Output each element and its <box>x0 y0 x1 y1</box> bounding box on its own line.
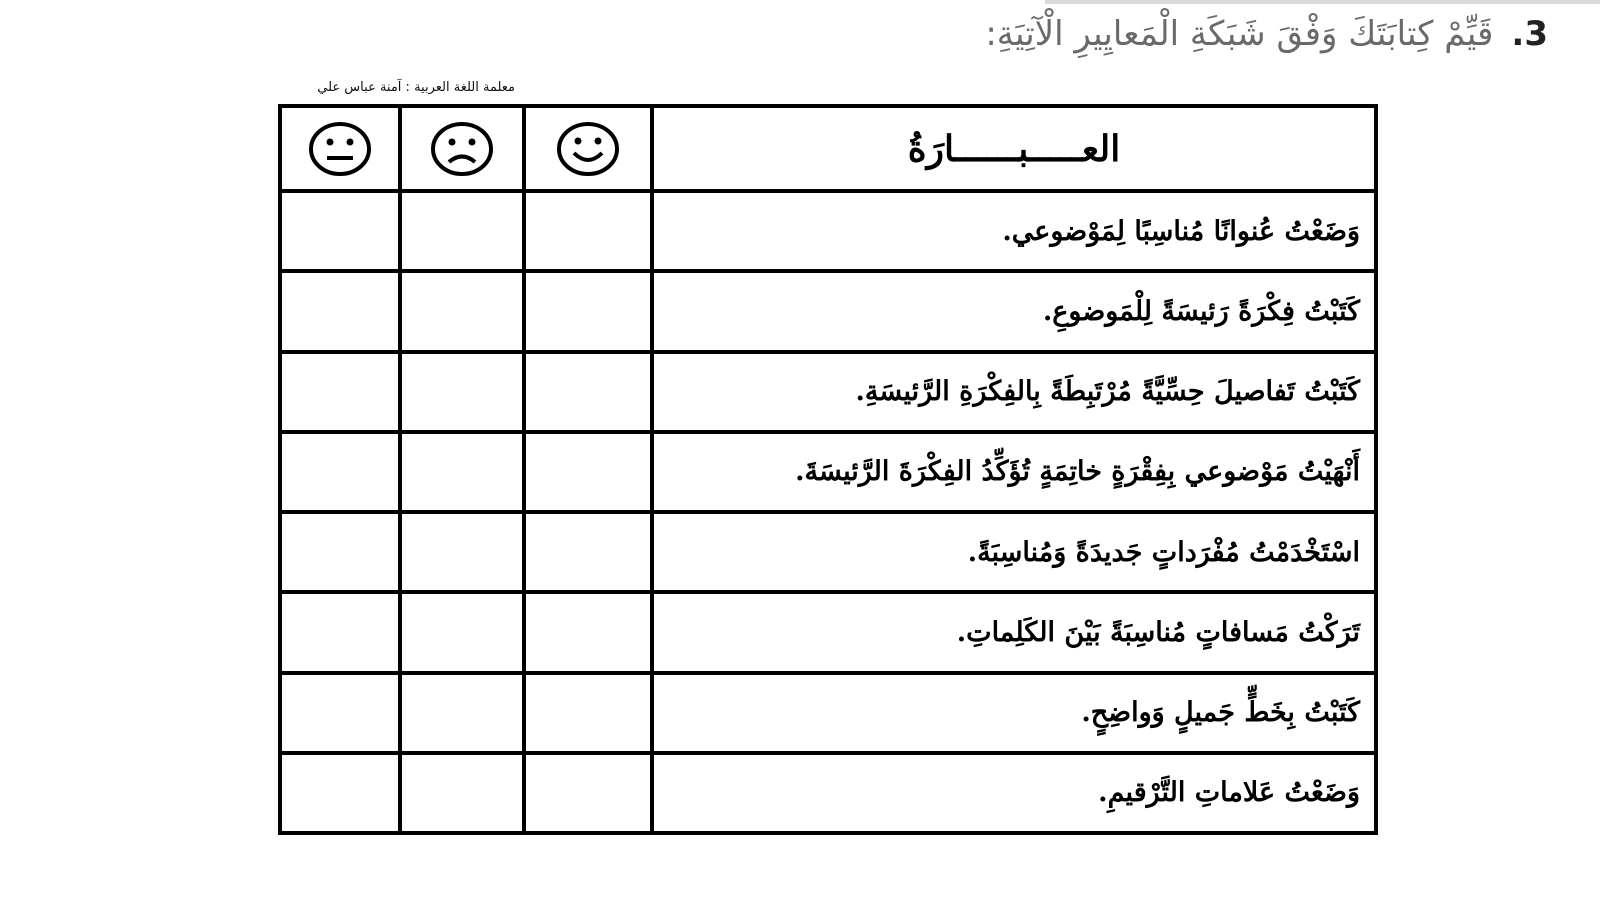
sad-rating-cell[interactable] <box>400 753 524 833</box>
neutral-rating-cell[interactable] <box>280 512 400 592</box>
statement-text: أَنْهَيْتُ مَوْضوعي بِفِقْرَةٍ خاتِمَةٍ تُؤَكِّدُ الفِكْرَةَ الرَّئيسَةَ. <box>652 432 1376 512</box>
smiley-rating-cell[interactable] <box>524 592 652 672</box>
sad-column-header <box>400 106 524 191</box>
neutral-rating-cell[interactable] <box>280 191 400 271</box>
top-divider <box>1045 0 1600 4</box>
smiley-face-icon <box>555 120 621 178</box>
smiley-rating-cell[interactable] <box>524 673 652 753</box>
rubric-row <box>280 432 1376 512</box>
exercise-instruction: قَيِّمْ كِتابَتَكَ وَفْقَ شَبَكَةِ الْمَعايِيرِ الْآتِيَةِ: <box>985 14 1494 54</box>
sad-rating-cell[interactable] <box>400 191 524 271</box>
neutral-rating-cell[interactable] <box>280 352 400 432</box>
sad-rating-cell[interactable] <box>400 271 524 351</box>
sad-face-icon <box>429 120 495 178</box>
statement-text: كَتَبْتُ بِخَطٍّ جَميلٍ وَواضِحٍ. <box>652 673 1376 753</box>
rubric-row <box>280 352 1376 432</box>
statement-text: وَضَعْتُ عُنوانًا مُناسِبًا لِمَوْضوعي. <box>652 191 1376 271</box>
smiley-rating-cell[interactable] <box>524 271 652 351</box>
teacher-credit: معلمة اللغة العربية : آمنة عباس علي <box>317 80 515 95</box>
exercise-number: 3. <box>1511 14 1548 54</box>
sad-rating-cell[interactable] <box>400 432 524 512</box>
smiley-rating-cell[interactable] <box>524 512 652 592</box>
rubric-row <box>280 512 1376 592</box>
rubric-table <box>278 104 1378 835</box>
rubric-row <box>280 753 1376 833</box>
sad-rating-cell[interactable] <box>400 512 524 592</box>
rubric-row <box>280 271 1376 351</box>
statement-text: وَضَعْتُ عَلاماتِ التَّرْقيمِ. <box>652 753 1376 833</box>
smiley-rating-cell[interactable] <box>524 432 652 512</box>
neutral-column-header <box>280 106 400 191</box>
sad-rating-cell[interactable] <box>400 673 524 753</box>
smiley-rating-cell[interactable] <box>524 191 652 271</box>
rubric-row <box>280 592 1376 672</box>
exercise-title <box>985 14 1548 54</box>
statement-text: اسْتَخْدَمْتُ مُفْرَداتٍ جَديدَةً وَمُناسِبَةً. <box>652 512 1376 592</box>
neutral-face-icon <box>307 120 373 178</box>
rubric-row <box>280 673 1376 753</box>
smiley-rating-cell[interactable] <box>524 352 652 432</box>
neutral-rating-cell[interactable] <box>280 673 400 753</box>
statement-text: كَتَبْتُ فِكْرَةً رَئيسَةً لِلْمَوضوعِ. <box>652 271 1376 351</box>
neutral-rating-cell[interactable] <box>280 271 400 351</box>
smiley-rating-cell[interactable] <box>524 753 652 833</box>
statement-text: كَتَبْتُ تَفاصيلَ حِسِّيَّةً مُرْتَبِطَةً بِالفِكْرَةِ الرَّئيسَةِ. <box>652 352 1376 432</box>
neutral-rating-cell[interactable] <box>280 592 400 672</box>
statement-text: تَرَكْتُ مَسافاتٍ مُناسِبَةً بَيْنَ الكَلِماتِ. <box>652 592 1376 672</box>
sad-rating-cell[interactable] <box>400 592 524 672</box>
statement-column-header: العـــــبــــــارَةُ <box>652 106 1376 191</box>
neutral-rating-cell[interactable] <box>280 753 400 833</box>
neutral-rating-cell[interactable] <box>280 432 400 512</box>
header-row <box>280 106 1376 191</box>
sad-rating-cell[interactable] <box>400 352 524 432</box>
rubric-row <box>280 191 1376 271</box>
smiley-column-header <box>524 106 652 191</box>
